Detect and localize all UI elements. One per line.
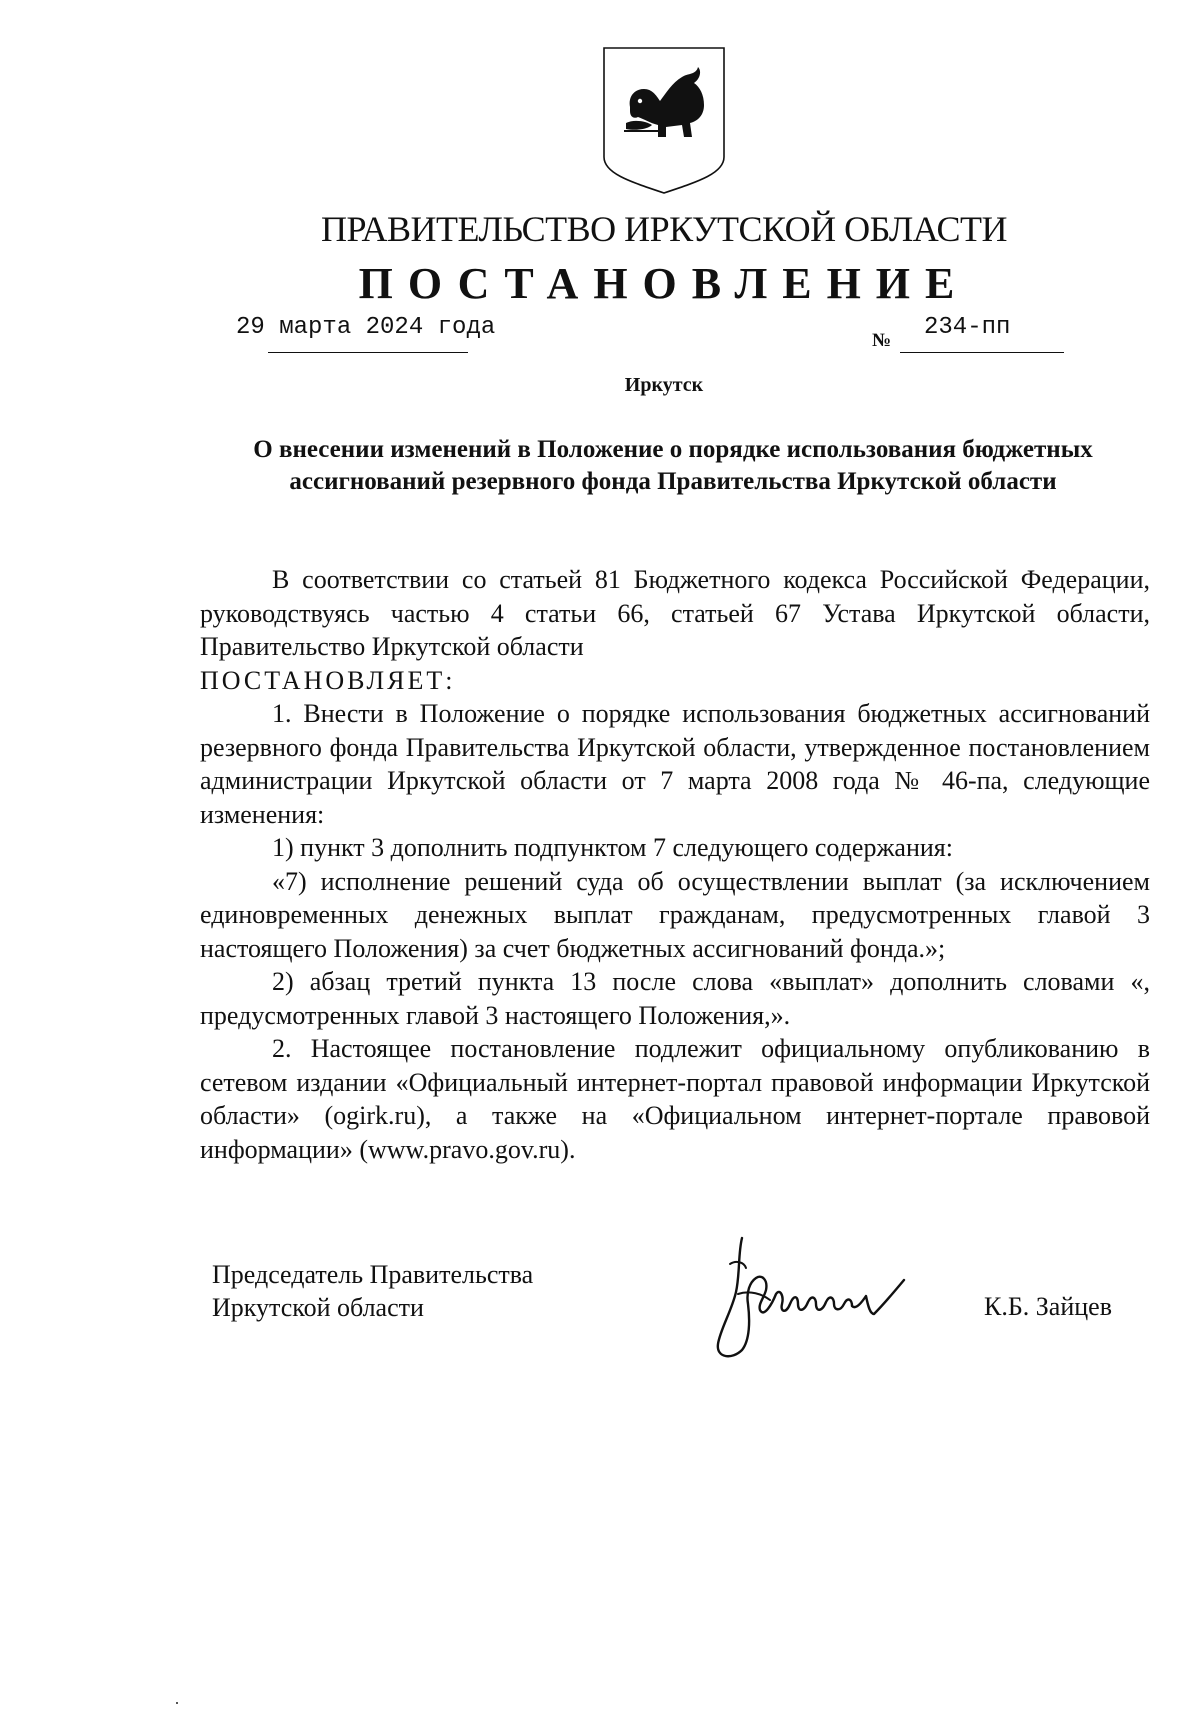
- date-underline: [268, 352, 468, 353]
- scan-artifact: [176, 1702, 178, 1704]
- document-date: 29 марта 2024 года: [236, 314, 496, 341]
- document-body: [200, 563, 1150, 1166]
- signer-position-line1: Председатель Правительства: [212, 1260, 534, 1289]
- number-sign: №: [872, 330, 892, 351]
- signer-position: [212, 1258, 533, 1324]
- document-type: ПОСТАНОВЛЕНИЕ: [358, 259, 970, 308]
- item-1-paragraph: 1. Внести в Положение о порядке использования бюджетных ассигнований резервного фонда Правительства Иркутской области, утвержденное постановлением администрации Иркутской области от 7 марта 2008 года № 46-па, следующие изменения:: [200, 699, 1150, 829]
- city-name: Иркутск: [624, 374, 704, 396]
- government-name: ПРАВИТЕЛЬСТВО ИРКУТСКОЙ ОБЛАСТИ: [321, 209, 1007, 249]
- resolves-line: ПОСТАНОВЛЯЕТ:: [200, 665, 456, 695]
- subitem-1-paragraph: 1) пункт 3 дополнить подпунктом 7 следующего содержания:: [272, 833, 953, 862]
- document-heading: О внесении изменений в Положение о порядке использования бюджетных ассигнований резервного фонда Правительства Иркутской области: [253, 436, 1093, 495]
- coat-of-arms-icon: [600, 45, 728, 195]
- document-number: 234-пп: [924, 314, 1011, 341]
- subitem-1-text-paragraph: «7) исполнение решений суда об осуществлении выплат (за исключением единовременных денежных выплат гражданам, предусмотренных главой 3 настоящего Положения) за счет бюджетных ассигнований фонда.»;: [200, 866, 1150, 963]
- number-underline: [900, 352, 1064, 353]
- item-2-paragraph: 2. Настоящее постановление подлежит официальному опубликованию в сетевом издании «Официальный интернет-портал правовой информации Иркутской области» (ogirk.ru), а также на «Официальном интернет-портале правовой информации» (www.pravo.gov.ru).: [200, 1034, 1150, 1164]
- handwritten-signature: [690, 1234, 950, 1364]
- signer-name: К.Б. Зайцев: [984, 1292, 1112, 1321]
- preamble-paragraph: В соответствии со статьей 81 Бюджетного кодекса Российской Федерации, руководствуясь частью 4 статьи 66, статьей 67 Устава Иркутской области, Правительство Иркутской области: [200, 565, 1150, 661]
- subitem-2-paragraph: 2) абзац третий пункта 13 после слова «выплат» дополнить словами «, предусмотренных главой 3 настоящего Положения,».: [200, 967, 1150, 1030]
- signer-position-line2: Иркутской области: [212, 1293, 424, 1322]
